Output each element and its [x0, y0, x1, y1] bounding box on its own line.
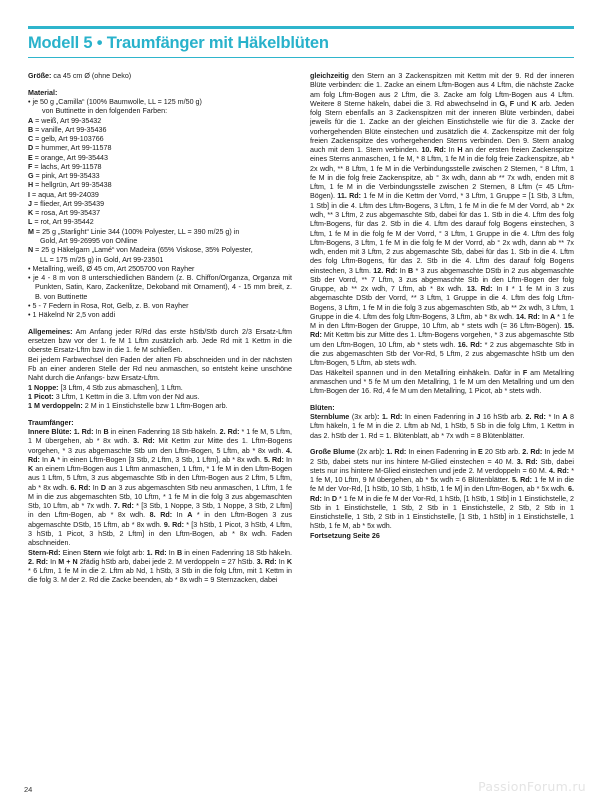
left-column	[28, 72, 292, 777]
page-title: Modell 5 • Traumfänger mit Häkelblüten	[28, 33, 329, 52]
list-item: H = hellgrün, Art 99-35438	[28, 181, 112, 190]
list-item: A = weiß, Art 99-35432	[28, 116, 102, 125]
spacer	[28, 320, 292, 328]
list-item: J = flieder, Art 99-35439	[28, 199, 105, 208]
list-item: N = 25 g Häkelgarn „Lamé“ von Madeira (65% Viskose, 35% Polyester, LL = 175 m/25 g) in Gold, Art 99-23501	[28, 246, 253, 264]
gleichzeitig-section: gleichzeitig den Stern an 3 Zackenspitzen mit Kettm mit der 9. Rd der inneren Blüte verbinden: die 1. Zacke an einem Lftm-Bogen aus 4 Lftm, die nächste Zacke am folg Lftm-Bogen aus 2 Lftm, die 3. Zacke am folg Lftm-Bogen aus 4 Lftm. Weitere 8 Sterne häkeln, dabei die 3. Rd abwechselnd in G, F und K arb. Jeden folg Stern ebenfalls an 3 Zackenspitzen mit der inneren Blüte verbinden, dabei jeweils für die 1. Zacke an der gleichen Einstichstelle wie für die 3. Zacke der vorhergehenden Blüte einstechen und zusätzlich die 4. Zackenspitze mit der folg freien Zackenspitze des vorhergehenden Sterns verbinden. Den 9. Stern analog auch mit dem 1. Stern verbinden. 10. Rd: In H an der ersten freien Zackenspitze eines Sterns anmaschen, 1 fe M, * 8 Lftm, 1 fe M in die folg freie Zackenspitze, ab * 2x wdh, ** 8 Lftm, 1 fe M in die Verbindungsstelle zwischen 2 Sternen, ° 8 Lftm, 1 fe M in die folg freie Zackenspitze, ab ° 3x wdh, dann ab ** 7x wdh, enden mit 8 Lftm, 1 fe M in die Verbindungsstelle zwischen 2 Sternen, 8 Lftm (= 45 Lftm-Bögen). 11. Rd: 1 fe M in die Kettm der Vorrd, * 3 Lftm, 1 Gruppe = [1 Stb, 3 Lftm, 1 Stb] in die 4. Lftm des Lftm-Bogens, 3 Lftm, 1 fe M in die fe M der Vorrd, ab * 2x wdh, ** 3 Lftm, 2 zus abgemaschte Stb, dabei für das 1. Stb in die 4. Lftm des folg Lftm-Bogens, für das 2. Stb in die 4. Lftm des darauf folg Bogens einstechen, 3 Lftm, 1 fe M in die folg fe M der Vorrd, ° 3 Lftm, 1 Gruppe in die 4. Lftm des folg Lftm-Bogens, 3 Lftm, 1 fe M in die folg fe M der Vorrd, ab ° 2x wdh, dann ab ** 7x wdh, enden mit 3 Lftm, 2 zus abgemaschte Stb, dabei für das 1. Stb in die 4. Lftm des folg Lftm-Bogens, für das 2. Stb in die 4. Lftm des darauf folg Bogens einstechen, 3 Lftm. 12. Rd: In B * 3 zus abgemaschte DStb in 2 zus abgemaschte Stb der Vorrd, ** 7 Lftm, 3 zus abgemaschte Stb in den Lftm-Bogen der folg Gruppe, ab ** 2x wdh, 7 Lftm, ab * 8x wdh. 13. Rd: In I * 1 fe M in 3 zus abgemaschte DStb der Vorrd, ** 3 Lftm, 1 Gruppe in die 4. Lftm des folg Lftm-Bogens, 3 Lftm, 1 fe M in die folg 3 zus abgemaschten Stb, ab ** 2x wdh, 3 Lftm, 1 Gruppe in die 4. Lftm des folg Lftm-Bogens, 3 Lftm, ab * 8x wdh. 14. Rd: In A * 1 fe M in den Lftm-Bogen der Gruppe, 10 Lftm, ab * stets wdh (= 36 Lftm-Bögen). 15. Rd: Mit Kettm bis zur Mitte des 1. Lftm-Bogens vorgehen, * 3 zus abgemaschte Stb um den Lftm-Bogen, 10 Lftm, ab * stets wdh. 16. Rd: * 2 zus abgemaschte Stb in die zus abgemaschten Stb der Vor-Rd, 5 Lftm, 2 zus abgemaschte hStb um den Lftm-Bogen, 5 Lftm, ab stets wdh.	[310, 72, 574, 368]
size-label: Größe:	[28, 72, 52, 80]
list-item: I = aqua, Art 99-24039	[28, 190, 99, 199]
list-item: M = 25 g „Starlight“ Linie 344 (100% Polyester, LL = 390 m/25 g) in Gold, Art 99-26995 von ONline	[28, 227, 240, 246]
fortsetzung-note: Fortsetzung Seite 26	[310, 531, 380, 540]
list-item: • 1 Häkelnd Nr 2,5 von addi	[28, 311, 116, 320]
grosse-blume-section: Große Blume (2x arb): 1. Rd: In einen Fadenring in E 20 Stb arb. 2. Rd: In jede M 2 Stb, dabei stets nur ins hintere M-Glied einstechen = 40 M. 3. Rd: Stb, dabei stets nur ins hintere M-Glied einstechen und jede 2. M verdoppeln = 60 M. 4. Rd: * 1 fe M, 10 Lftm, 9 M übergehen, ab * 5x wdh = 6 Blütenblätter. 5. Rd: 1 fe M in die fe M der Vor-Rd, [1 hStb, 10 Stb, 1 hStb, 1 fe M] in den Lftm-Bogen, ab * 5x wdh. 6. Rd: In D * 1 fe M in die fe M der Vor-Rd, 1 hStb, [1 hStb, 1 Stb] in 1 Einstichstelle, 2 Stb in 1 Einstichstelle, 1 Stb, 2 Stb in 1 Einstichstelle, 2 Stb, 2 Stb in 1 Einstichstelle, 1 Stb, 2 Stb in 1 Einstichstelle, [1 Stb, 1 hStb] in 1 Einstichstelle, 1 hStb, 1 fe M, ab * 5x wdh.	[310, 448, 575, 531]
allgemeines-label: Allgemeines:	[28, 327, 73, 336]
list-item: K = rosa, Art 99-35437	[28, 209, 101, 218]
verdoppeln-definition: 1 M verdoppeln: 2 M in 1 Einstichstelle bzw 1 Lftm-Bogen arb.	[28, 402, 228, 411]
article-columns	[28, 72, 574, 777]
material-bullet-list	[28, 98, 292, 117]
sternblume-section: Sternblume (3x arb): 1. Rd: In einen Fadenring in J 16 hStb arb. 2. Rd: * In A 8 Lftm häkeln, 1 fe M in die 2. Lftm ab Nd, 1 hStb, 5 Sb in die folg Lftm, 1 Kettm in das 2. hStb der 1. Rd = 1. Blütenblatt, ab * 7x wdh = 8 Blütenblätter.	[310, 413, 575, 440]
innere-bluete-section: Innere Blüte: 1. Rd: In B in einen Fadenring 18 Stb häkeln. 2. Rd: * 1 fe M, 5 Lftm, 1 M übergehen, ab * 8x wdh. 3. Rd: Mit Kettm zur Mitte des 1. Lftm-Bogens vorgehen, * 3 zus abgemaschte Stb um den Lftm-Bogen, 5 Lftm, ab * 8x wdh. 4. Rd: In A * in einen Lftm-Bogen [3 Stb, 2 Lftm, 3 Stb, 1 Lftm], ab * 8x wdh. 5. Rd: In K an einem Lftm-Bogen aus 1 Lftm anmaschen, 1 Lftm, * 1 fe M in den Lftm-Bogen aus 1 Lftm, 5 Lftm, 3 zus abgemaschte Stb in den Lftm-Bogen aus 2 Lftm, 5 Lftm, ab * 8x wdh. 6. Rd: In D an 3 zus abgemaschten Stb neu anmaschen, 1 Lftm, 1 fe M in die zus abgemaschten Stb, 10 Lftm, * 1 fe M in die folg 3 zus abgemaschten Stb, 10 Lftm, ab * 7x wdh. 7. Rd: * [3 Stb, 1 Noppe, 3 Stb, 1 Noppe, 3 Stb, 2 Lftm] in den Lftm-Bogen, ab * 8x wdh. 8. Rd: In A * in den Lftm-Bogen 3 zus abgemaschte DStb, 15 Lftm, ab * 8x wdh. 9. Rd: * [3 hStb, 1 Picot, 3 hStb, 4 Lftm, 3 hStb, 1 Picot, 3 hStb, 2 Lftm] in den Lftm-Bogen, ab * 8x wdh. Faden abschneiden.	[28, 428, 292, 548]
traumfaenger-heading: Traumfänger:	[28, 418, 74, 427]
haekelteil-paragraph: Das Häkelteil spannen und in den Metallring einhäkeln. Dafür in F am Metallring anmaschen und * 5 fe M um den Metallring, 1 fe M um den Metallring und um den Lftm-Bogen der 16. Rd, 4 fe M um den Metallring, 1 Picot, ab * stets wdh.	[310, 368, 575, 396]
spacer	[310, 396, 574, 404]
list-item: • je 50 g „Camilla“ (100% Baumwolle, LL = 125 m/50 g) von Buttinette in den folgenden Farben:	[28, 98, 202, 116]
list-item: G = pink, Art 99-35433	[28, 172, 100, 181]
list-item: • Metallring, weiß, Ø 45 cm, Art 2505700 von Rayher	[28, 264, 195, 273]
extra-material-list	[28, 265, 292, 321]
allgemeines-paragraph-2: Bei jedem Farbwechsel den Faden der alten Fb abschneiden und in der nächsten Fb an einer anderen Stelle der Rd neu anmaschen, so entsteht keine unschöne Naht durch die Anfangs- bzw Ersatz-Lftm.	[28, 355, 292, 383]
allgemeines-paragraph: Allgemeines: Am Anfang jeder R/Rd das erste hStb/Stb durch 2/3 Ersatz-Lftm ersetzen bzw vor der 1. fe M 1 Lftm zusätzlich arb. Jede Rd mit 1 Kettm in die oberste Ersatz-Lftm bzw in die 1. fe M schließen.	[28, 327, 292, 355]
noppe-definition: 1 Noppe: [3 Lftm, 4 Stb zus abmaschen], 1 Lftm.	[28, 383, 183, 392]
list-item: C = gelb, Art 99-103766	[28, 135, 104, 144]
page-number: 24	[24, 785, 33, 794]
list-item: E = orange, Art 99-35443	[28, 153, 108, 162]
list-item: • je 4 - 8 m von 8 unterschiedlichen Bändern (z. B. Chiffon/Organza, Organza mit Punkten, Satin, Karo, Zackenlitze, Dekoband mit Ornament), 4 - 15 mm breit, z. B. von Buttinette	[28, 274, 292, 301]
stern-rd-section: Stern-Rd: Einen Stern wie folgt arb: 1. Rd: In B in einen Fadenring 18 Stb häkeln. 2. Rd: In M + N 2fädig hStb arb, dabei jede 2. M verdoppeln = 27 hStb. 3. Rd: In K * 6 Lftm, 1 fe M in die 2. Lftm ab Nd, 1 hStb, 3 Stb in die folg Lftm, mit 1 Kettm in die folg 3. M der 2. Rd die Zacke beenden, ab * 8x wdh = 9 Sternzacken, dabei	[28, 548, 292, 585]
right-column	[310, 72, 574, 777]
list-item: L = rot, Art 99-35442	[28, 218, 94, 227]
watermark: PassionForum.ru	[478, 779, 586, 794]
spacer	[28, 81, 292, 89]
header-rule-bottom	[28, 57, 574, 59]
blueten-heading: Blüten:	[310, 403, 335, 412]
spacer	[310, 441, 574, 449]
picot-definition: 1 Picot: 3 Lftm, 1 Kettm in die 3. Lftm von der Nd aus.	[28, 392, 200, 401]
list-item: B = vanille, Art 99-35436	[28, 125, 107, 134]
list-item: D = hummer, Art 99-11578	[28, 144, 112, 153]
size-value: ca 45 cm Ø (ohne Deko)	[51, 72, 132, 80]
size-line	[28, 72, 292, 81]
list-item: F = lachs, Art 99-11578	[28, 162, 102, 171]
spacer	[28, 411, 292, 419]
material-heading: Material:	[28, 88, 58, 97]
color-list	[28, 117, 292, 265]
list-item: • 5 - 7 Federn in Rosa, Rot, Gelb, z. B. von Rayher	[28, 301, 189, 310]
page-header	[28, 26, 574, 58]
